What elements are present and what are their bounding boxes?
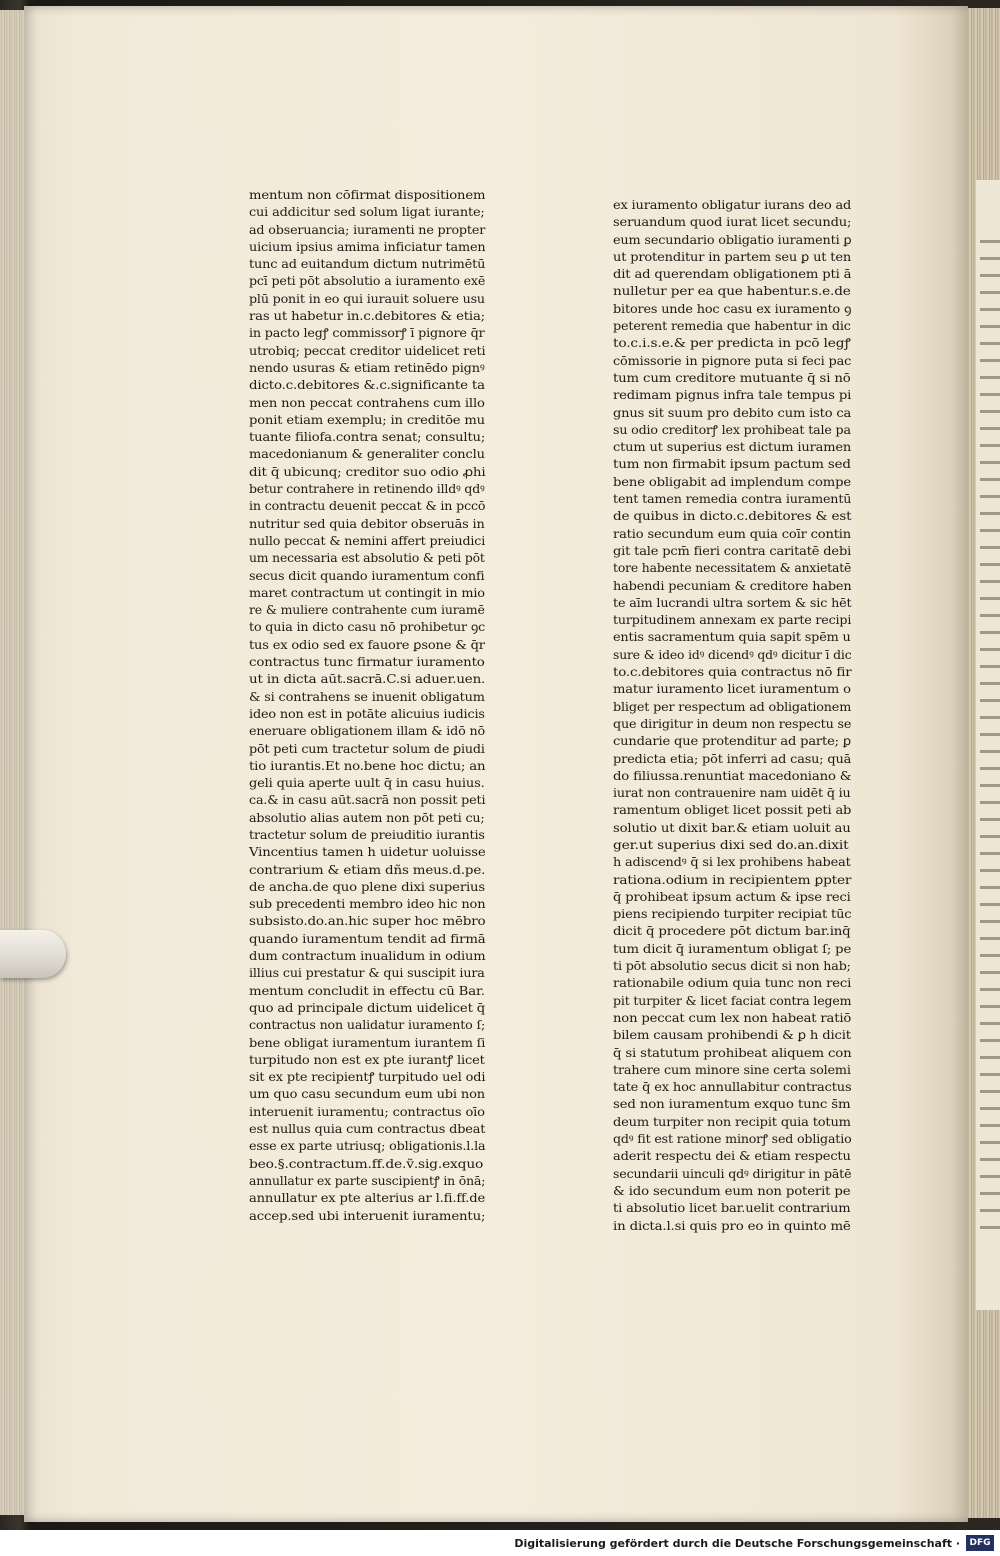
text-line: ideo non est in potāte alicuius iudicis bbox=[249, 706, 485, 721]
text-line: contractus non ualidatur iuramento ſ; bbox=[249, 1018, 486, 1033]
text-line: & ido secundum eum non poterit pe bbox=[613, 1183, 851, 1198]
text-line: plū ponit in eo qui iurauit soluere usu bbox=[249, 291, 485, 306]
text-line: absolutio alias autem non pōt peti cu; bbox=[249, 810, 485, 825]
text-line: pōt peti cum tractetur solum de ꝑiudi bbox=[249, 741, 485, 756]
text-line: q̄ prohibeat ipsum actum & ipse reci bbox=[613, 889, 851, 904]
text-line: dit ad querendam obligationem pti ā bbox=[613, 267, 852, 282]
text-line: te aīm lucrandi ultra sortem & sic hēt bbox=[613, 595, 852, 610]
text-line: cui addicitur sed solum ligat iurante; bbox=[249, 205, 485, 220]
text-line: ratio secundum eum quia coīr contin bbox=[613, 526, 852, 541]
text-line: rationa.odium in recipientem ꝑpter bbox=[613, 872, 852, 887]
text-line: interuenit iuramentu; contractus oīo bbox=[249, 1104, 485, 1119]
text-line: h adiscendꝰ q̄ si lex prohibens habeat bbox=[613, 855, 851, 870]
facing-page-text-lines bbox=[980, 240, 1000, 1240]
text-line: tore habente necessitatem & anxietatē bbox=[613, 561, 852, 576]
text-line: tus ex odio sed ex fauore ꝑsone & q̄r bbox=[249, 637, 485, 652]
text-line: ad obseruancia; iuramenti ne propter bbox=[249, 222, 486, 237]
text-line: bilem causam prohibendi & ꝑ h dicit bbox=[613, 1028, 851, 1043]
text-line: ger.ut superius dixi sed do.an.dixit bbox=[613, 837, 849, 852]
text-line: su odio creditorꝭ lex prohibeat tale pa bbox=[613, 422, 851, 437]
text-line: secundarii uinculi qdꝰ dirigitur in pātē bbox=[613, 1166, 852, 1181]
text-line: um necessaria est absolutio & peti pōt bbox=[249, 551, 485, 566]
text-line: sit ex pte recipientꝭ turpitudo uel odi bbox=[249, 1070, 486, 1085]
text-line: de ancha.de quo plene dixi superius bbox=[249, 879, 486, 894]
text-line: ca.& in casu aūt.sacrā non possit peti bbox=[249, 793, 486, 808]
text-line: seruandum quod iurat licet secundu; bbox=[613, 215, 852, 230]
text-line: quando iuramentum tendit ad firmā bbox=[249, 931, 486, 946]
text-line: esse ex parte utriusq; obligationis.l.la bbox=[249, 1139, 486, 1154]
text-line: do filiussa.renuntiat macedoniano & bbox=[613, 768, 852, 783]
text-line: accep.sed ubi interuenit iuramentu; bbox=[249, 1208, 486, 1223]
text-line: pcī peti pōt absolutio a iuramento exē bbox=[249, 274, 486, 289]
text-line: & si contrahens se inuenit obligatum bbox=[249, 689, 485, 704]
text-line: cundarie que protenditur ad parte; ꝑ bbox=[613, 734, 851, 749]
text-line: bitores unde hoc casu ex iuramento ꝯ bbox=[613, 301, 852, 316]
text-line: qdꝰ fit est ratione minorꝭ sed obligatio bbox=[613, 1132, 852, 1147]
dfg-logo: DFG bbox=[966, 1535, 994, 1551]
text-line: annullatur ex parte suscipientꝭ in ōnā; bbox=[249, 1173, 486, 1188]
text-line: ut protenditur in partem seu ꝑ ut ten bbox=[613, 249, 852, 264]
text-line: sure & ideo idꝰ dicendꝰ qdꝰ dicitur ī dic bbox=[613, 647, 852, 662]
text-line: contractus tunc firmatur iuramento bbox=[249, 655, 485, 670]
text-line: iurat non contrauenire nam uidēt q̄ iu bbox=[613, 786, 851, 801]
text-line: peterent remedia que habentur in dic bbox=[613, 319, 851, 334]
text-column-right bbox=[613, 197, 852, 1235]
text-line: redimam pignus infra tale tempus pi bbox=[613, 388, 852, 403]
text-line: dit q̄ ubicunq; creditor suo odio ꝓhi bbox=[249, 464, 486, 479]
text-line: ut in dicta aūt.sacrā.C.si aduer.uen. bbox=[249, 672, 486, 687]
text-line: piens recipiendo turpiter recipiat tūc bbox=[613, 907, 852, 922]
text-line: gnus sit suum pro debito cum isto ca bbox=[613, 405, 852, 420]
text-line: q̄ si statutum prohibeat aliquem con bbox=[613, 1045, 852, 1060]
bookmark-tab bbox=[0, 930, 66, 978]
text-line: dicto.c.debitores &.c.significante ta bbox=[249, 378, 485, 393]
text-line: in dicta.l.si quis pro eo in quinto mē bbox=[613, 1218, 851, 1233]
footer-bar bbox=[0, 1530, 1000, 1556]
text-line: ctum ut superius est dictum iuramen bbox=[613, 440, 852, 455]
text-line: aderit respectu dei & etiam respectu bbox=[613, 1149, 851, 1164]
funding-credit: Digitalisierung gefördert durch die Deutsche Forschungsgemeinschaft · bbox=[514, 1537, 960, 1550]
text-line: ex iuramento obligatur iurans deo ad bbox=[613, 198, 852, 212]
text-line: tum cum creditore mutuante q̄ si nō bbox=[613, 370, 851, 385]
text-line: de quibus in dicto.c.debitores & est bbox=[613, 509, 852, 524]
text-line: eneruare obligationem illam & idō nō bbox=[249, 724, 485, 739]
text-line: bene obligabit ad implendum compe bbox=[613, 474, 851, 489]
text-line: ponit etiam exemplu; in creditōe mu bbox=[249, 412, 485, 427]
text-line: bene obligat iuramentum iurantem ſi bbox=[249, 1035, 486, 1050]
text-line: illius cui prestatur & qui suscipit iura bbox=[249, 966, 485, 981]
text-line: predicta etia; pōt inferri ad casu; quā bbox=[613, 751, 852, 766]
text-line: tum dicit q̄ iuramentum obligat ſ; pe bbox=[613, 941, 852, 956]
text-line: subsisto.do.an.hic super hoc mēbro bbox=[249, 914, 486, 929]
text-line: dicit q̄ procedere pōt dictum bar.inq̄ bbox=[613, 924, 851, 939]
text-line: mentum concludit in effectu cū Bar. bbox=[249, 983, 485, 998]
text-line: ti absolutio licet bar.uelit contrarium bbox=[613, 1201, 851, 1216]
text-line: tate q̄ ex hoc annullabitur contractus bbox=[613, 1080, 852, 1095]
text-line: sub precedenti membro ideo hic non bbox=[249, 897, 486, 912]
text-line: pit turpiter & licet faciat contra legem bbox=[613, 993, 852, 1008]
text-line: non peccat cum lex non habeat ratiō bbox=[613, 1010, 852, 1025]
text-line: tio iurantis.Et no.bene hoc dictu; an bbox=[249, 758, 486, 773]
text-line: nulletur per ea que habentur.s.e.de bbox=[613, 284, 851, 299]
text-line: macedonianum & generaliter conclu bbox=[249, 447, 485, 462]
text-line: quo ad principale dictum uidelicet q̄ bbox=[249, 1000, 485, 1015]
text-line: habendi pecuniam & creditore haben bbox=[613, 578, 852, 593]
text-line: to.c.debitores quia contractus nō fir bbox=[613, 665, 852, 680]
text-line: tractetur solum de preiuditio iurantis bbox=[249, 827, 485, 842]
text-line: nullo peccat & nemini affert preiudici bbox=[249, 533, 486, 548]
text-line: uicium ipsius amima inficiatur tamen bbox=[249, 239, 486, 254]
text-line: tum non firmabit ipsum pactum sed bbox=[613, 457, 851, 472]
text-line: geli quia aperte uult q̄ in casu huius. bbox=[249, 776, 485, 791]
text-line: solutio ut dixit bar.& etiam uoluit au bbox=[613, 820, 851, 835]
text-line: re & muliere contrahente cum iuramē bbox=[249, 603, 485, 618]
text-line: git tale pcm̄ fieri contra caritatē debi bbox=[613, 543, 852, 558]
text-line: cōmissorie in pignore puta si feci pac bbox=[613, 353, 852, 368]
text-line: trahere cum minore sine certa solemi bbox=[613, 1062, 851, 1077]
text-line: turpitudinem annexam ex parte recipi bbox=[613, 613, 852, 628]
text-line: dum contractum inualidum in odium bbox=[249, 949, 486, 964]
text-line: beo.§.contractum.ff.de.ṽ.sig.exquo bbox=[249, 1156, 484, 1171]
text-line: Vincentius tamen h uidetur uoluisse bbox=[249, 845, 486, 860]
text-line: in contractu deuenit peccat & in pccō bbox=[249, 499, 486, 514]
text-line: to.c.i.s.e.& per predicta in pcō legꝭ bbox=[613, 336, 851, 351]
text-line: maret contractum ut contingit in mio bbox=[249, 585, 485, 600]
text-line: ras ut habetur in.c.debitores & etia; bbox=[249, 309, 485, 324]
text-line: tunc ad euitandum dictum nutrimētū bbox=[249, 257, 486, 272]
text-line: est nullus quia cum contractus dbeat bbox=[249, 1122, 486, 1137]
text-line: men non peccat contrahens cum illo bbox=[249, 395, 485, 410]
text-line: sed non iuramentum exquo tunc s̄m bbox=[613, 1097, 851, 1112]
text-line: ti pōt absolutio secus dicit si non hab; bbox=[613, 959, 851, 974]
text-line: eum secundario obligatio iuramenti ꝑ bbox=[613, 232, 852, 247]
text-line: utrobiq; peccat creditor uidelicet reti bbox=[249, 343, 486, 358]
text-line: betur contrahere in retinendo illdꝰ qdꝰ bbox=[249, 482, 485, 497]
text-column-left bbox=[249, 187, 486, 1225]
text-line: matur iuramento licet iuramentum o bbox=[613, 682, 851, 697]
text-line: contrarium & etiam dñs meus.d.pe. bbox=[249, 862, 486, 877]
text-line: in pacto legꝭ commissorꝭ ī pignore q̄r bbox=[249, 326, 485, 341]
text-line: mentum non cōfirmat dispositionem bbox=[249, 188, 486, 202]
text-line: annullatur ex pte alterius ar l.fi.ff.de bbox=[249, 1191, 486, 1206]
text-line: nendo usuras & etiam retinēdo pignꝰ bbox=[249, 360, 485, 375]
text-line: secus dicit quando iuramentum confi bbox=[249, 568, 485, 583]
text-line: bliget per respectum ad obligationem bbox=[613, 699, 852, 714]
text-line: rationabile odium quia tunc non reci bbox=[613, 976, 852, 991]
text-line: deum turpiter non recipit quia totum bbox=[613, 1114, 851, 1129]
text-line: ramentum obliget licet possit peti ab bbox=[613, 803, 852, 818]
text-line: turpitudo non est ex pte iurantꝭ licet bbox=[249, 1052, 485, 1067]
text-line: to quia in dicto casu nō prohibetur ꝯc bbox=[249, 620, 486, 635]
text-line: um quo casu secundum eum ubi non bbox=[249, 1087, 485, 1102]
text-line: tuante filiofa.contra senat; consultu; bbox=[249, 430, 486, 445]
text-line: que dirigitur in deum non respectu se bbox=[613, 716, 852, 731]
text-line: tent tamen remedia contra iuramentū bbox=[613, 492, 852, 507]
facing-page-fragment bbox=[976, 180, 1000, 1310]
text-line: nutritur sed quia debitor obseruās in bbox=[249, 516, 485, 531]
text-line: entis sacramentum quia sapit spēm u bbox=[613, 630, 851, 645]
